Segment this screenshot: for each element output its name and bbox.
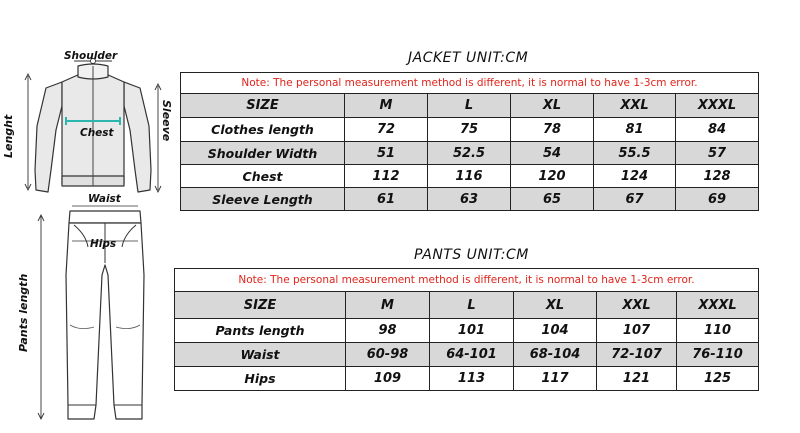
table-row	[175, 343, 759, 367]
chest-label: Chest	[80, 127, 114, 139]
pants-size-table	[174, 268, 759, 391]
value-cell: 54	[511, 142, 594, 165]
header-cell: XL	[514, 292, 597, 319]
header-cell: M	[346, 292, 430, 319]
value-cell: 107	[597, 319, 677, 343]
value-cell: 104	[514, 319, 597, 343]
value-cell: 72	[345, 118, 428, 142]
header-cell: XL	[511, 94, 594, 118]
value-cell: 124	[594, 165, 676, 188]
header-cell: SIZE	[175, 292, 346, 319]
value-cell: 65	[511, 188, 594, 211]
value-cell: 120	[511, 165, 594, 188]
value-cell: 98	[346, 319, 430, 343]
pants-note-row	[175, 269, 759, 292]
length-label: Lenght	[2, 114, 15, 158]
table-row	[181, 118, 759, 142]
value-cell: 110	[677, 319, 759, 343]
header-cell: M	[345, 94, 428, 118]
header-cell: XXXL	[676, 94, 759, 118]
value-cell: 64-101	[430, 343, 514, 367]
value-cell: 121	[597, 367, 677, 391]
jacket-table-title: JACKET UNIT:CM	[408, 50, 529, 66]
sleeve-label: Sleeve	[160, 100, 173, 142]
value-cell: 84	[676, 118, 759, 142]
row-label: Hips	[175, 367, 346, 391]
value-cell: 72-107	[597, 343, 677, 367]
table-row	[181, 188, 759, 211]
value-cell: 112	[345, 165, 428, 188]
row-label: Waist	[175, 343, 346, 367]
row-label: Pants length	[175, 319, 346, 343]
pants-note: Note: The personal measurement method is different, it is normal to have 1-3cm error.	[175, 269, 759, 292]
table-row	[175, 319, 759, 343]
jacket-size-table	[180, 72, 759, 211]
value-cell: 78	[511, 118, 594, 142]
table-row	[181, 142, 759, 165]
value-cell: 128	[676, 165, 759, 188]
pants-header-row	[175, 292, 759, 319]
value-cell: 75	[428, 118, 511, 142]
value-cell: 125	[677, 367, 759, 391]
table-row	[175, 367, 759, 391]
row-label: Sleeve Length	[181, 188, 345, 211]
hips-label: Hips	[90, 238, 117, 250]
shoulder-label: Shoulder	[64, 50, 118, 62]
value-cell: 67	[594, 188, 676, 211]
value-cell: 51	[345, 142, 428, 165]
value-cell: 81	[594, 118, 676, 142]
waist-label: Waist	[88, 193, 121, 205]
value-cell: 113	[430, 367, 514, 391]
jacket-header-row	[181, 94, 759, 118]
jacket-note: Note: The personal measurement method is different, it is normal to have 1-3cm error.	[181, 73, 759, 94]
pants-table-title: PANTS UNIT:CM	[414, 247, 529, 263]
value-cell: 68-104	[514, 343, 597, 367]
header-cell: XXL	[597, 292, 677, 319]
header-cell: L	[430, 292, 514, 319]
value-cell: 116	[428, 165, 511, 188]
header-cell: SIZE	[181, 94, 345, 118]
value-cell: 117	[514, 367, 597, 391]
value-cell: 52.5	[428, 142, 511, 165]
value-cell: 109	[346, 367, 430, 391]
value-cell: 101	[430, 319, 514, 343]
header-cell: XXL	[594, 94, 676, 118]
value-cell: 60-98	[346, 343, 430, 367]
header-cell: XXXL	[677, 292, 759, 319]
pants-length-label: Pants length	[17, 273, 30, 352]
value-cell: 69	[676, 188, 759, 211]
value-cell: 63	[428, 188, 511, 211]
pants-length-arrow	[36, 212, 46, 422]
header-cell: L	[428, 94, 511, 118]
jacket-note-row	[181, 73, 759, 94]
row-label: Clothes length	[181, 118, 345, 142]
value-cell: 61	[345, 188, 428, 211]
row-label: Chest	[181, 165, 345, 188]
row-label: Shoulder Width	[181, 142, 345, 165]
table-row	[181, 165, 759, 188]
value-cell: 55.5	[594, 142, 676, 165]
value-cell: 76-110	[677, 343, 759, 367]
value-cell: 57	[676, 142, 759, 165]
